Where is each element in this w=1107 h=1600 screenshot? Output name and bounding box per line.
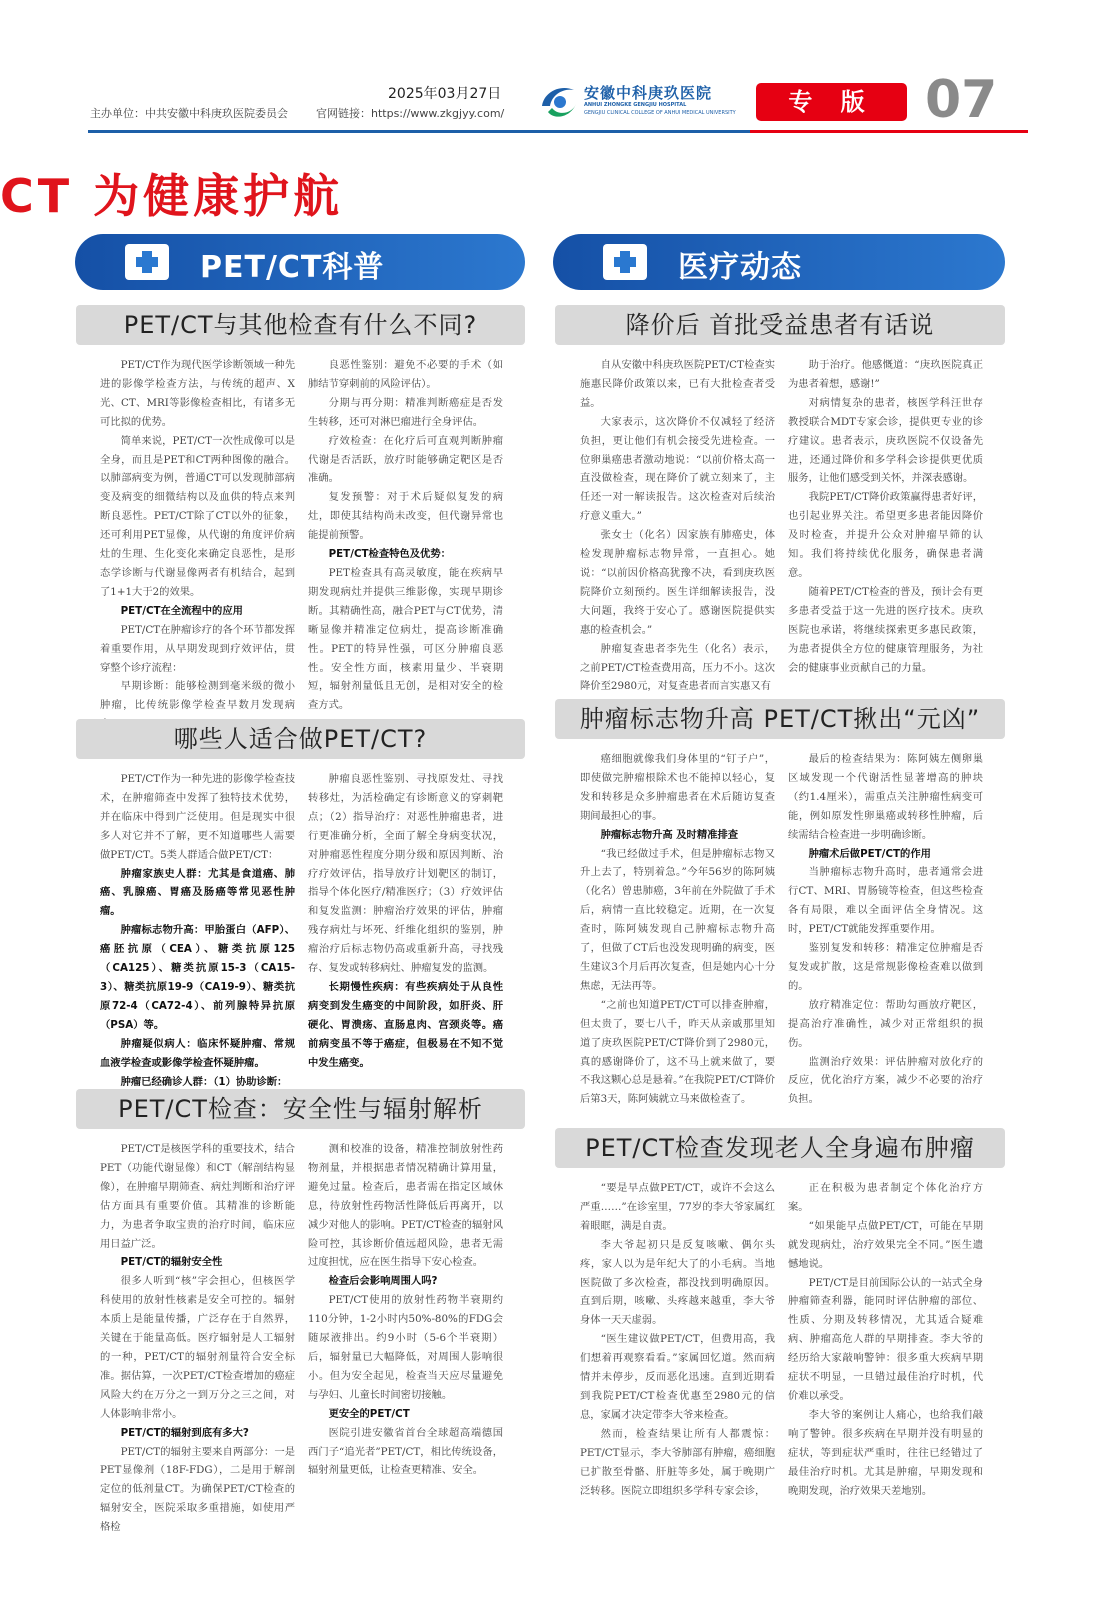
paragraph: 医院引进安徽省首台全球超高端德国西门子“追光者”PET/CT，相比传统设备，辐射剂量更低，让检查更精准、安全。: [308, 1426, 503, 1477]
paragraph: PET/CT作为现代医学诊断领域一种先进的影像学检查方法，与传统的超声、X光、CT、MRI等影像检查相比，有诸多无可比拟的优势。: [100, 359, 295, 428]
banner-science: [75, 234, 525, 290]
header-website[interactable]: 官网链接：https://www.zkgjyy.com/: [316, 107, 505, 120]
paragraph: 自从安徽中科庚玖医院PET/CT检查实施惠民降价政策以来，已有大批检查者受益。: [580, 359, 775, 409]
paragraph: 复发预警：对于术后疑似复发的病灶，即使其结构尚未改变，但代谢异常也能提前预警。: [308, 491, 503, 542]
header-date: 2025年03月27日: [388, 86, 502, 102]
header-rule-accent: [750, 130, 1028, 133]
paragraph: 当肿瘤标志物升高时，患者通常会进行CT、MRI、胃肠镜等检查，但这些检查各有局限，难以全面评估全身情况。这时，PET/CT就能发挥重要作用。: [788, 866, 983, 936]
subheading: 检查后会影响周围人吗?: [328, 1275, 438, 1288]
paragraph: 早期诊断：能够检测到毫米级的微小肿瘤，比传统影像学检查早数月发现病: [100, 680, 295, 712]
paragraph: 放疗精准定位：帮助勾画放疗靶区，提高治疗准确性，减少对正常组织的损伤。: [788, 998, 983, 1049]
subheading: 肿瘤家族史人群：尤其是食道癌、肺癌、乳腺癌、胃癌及肠癌等常见恶性肿瘤。: [100, 867, 295, 918]
paragraph: 癌细胞就像我们身体里的“钉子户”，即使做完肿瘤根除术也不能掉以轻心，复发和转移是众多肿瘤患者在术后随访复查期间最担心的事。: [580, 753, 775, 822]
paragraph: 大家表示，这次降价不仅减轻了经济负担，更让他们有机会接受先进检查。一位卵巢癌患者激动地说：“以前价格太高一直没做检查，现在降价了就立刻来了，主任还一对一解读报告。这次检查对后续治疗意义重大。”: [580, 415, 775, 523]
subheading: 长期慢性疾病：有些疾病处于从良性病变到发生癌变的中间阶段，如肝炎、肝硬化、胃溃疡、直肠息肉、宫颈炎等。癌前病变虽不等于癌症，但极易在不知不觉中发生癌变。: [308, 980, 503, 1069]
article3-col2: [308, 1140, 503, 1520]
subheading: PET/CT在全流程中的应用: [120, 604, 243, 617]
article2-col1: [100, 770, 295, 1088]
hospital-logo: [538, 80, 738, 124]
paragraph: PET检查具有高灵敏度，能在疾病早期发现病灶并提供三维影像，实现早期诊断。其精确性高，融合PET与CT优势，清晰显像并精准定位病灶，提高诊断准确性。PET的特异性强，可区分肿瘤良恶性。安全性方面，核素用量少、半衰期短，辐射剂量低且无创，是相对安全的检查方式。: [308, 566, 503, 712]
medical-cross-icon: [125, 244, 169, 280]
paragraph: 测和校准的设备，精准控制放射性药物剂量，并根据患者情况精确计算用量，避免过量。检查后，患者需在指定区域休息，待放射性药物活性降低后再离开，以减少对他人的影响。PET/CT检查的辐射风险可控，其诊断价值远超风险，患者无需过度担忧，应在医生指导下安心检查。: [308, 1143, 503, 1269]
paragraph: “要是早点做PET/CT，或许不会这么严重……”在诊室里，77岁的李大爷家属红着眼眶，满是自责。: [580, 1182, 775, 1232]
subheading: 更安全的PET/CT: [328, 1407, 410, 1420]
paragraph: 张女士（化名）因家族有肺癌史，体检发现肿瘤标志物异常，一直担心。她说：“以前因价格高犹豫不决，看到庚玖医院降价立刻预约。医生详细解读报告，没大问题，我终于安心了。感谢医院提供实惠的检查机会。”: [580, 529, 775, 636]
article4-title: 降价后 首批受益患者有话说: [555, 305, 1005, 345]
paragraph: 肿瘤复查患者李先生（化名）表示，之前PET/CT检查费用高，压力不小。这次降价至2980元，对复查患者而言实惠又有: [580, 642, 775, 693]
article2-col2: [308, 770, 503, 1080]
article1-title: PET/CT与其他检查有什么不同?: [76, 305, 525, 345]
banner-news-title: 医疗动态: [678, 250, 802, 285]
paragraph: PET/CT是目前国际公认的一站式全身肿瘤筛查利器，能同时评估肿瘤的部位、性质、分期及转移情况，尤其适合疑难病、肿瘤高危人群的早期排查。李大爷的经历给大家敲响警钟：很多重大疾病早期症状不明显，一旦错过最佳治疗时机，代价难以承受。: [788, 1276, 983, 1402]
paragraph: “之前也知道PET/CT可以排查肿瘤，但太贵了，要七八千，昨天从亲戚那里知道了庚玖医院PET/CT降价到了2980元，真的感谢降价了，这不马上就来做了，要不我这颗心总是悬着。”在我院PET/CT降价后第3天，陈阿姨就立马来做检查了。: [580, 998, 775, 1106]
article6-col2: [788, 1179, 983, 1519]
article6-title: PET/CT检查发现老人全身遍布肿瘤: [555, 1128, 1005, 1168]
subheading: 肿瘤疑似病人：临床怀疑肿瘤、常规血液学检查或影像学检查怀疑肿瘤。: [100, 1037, 295, 1069]
article5-col1: [580, 750, 775, 1120]
banner-science-title: PET/CT科普: [200, 250, 385, 285]
paragraph: 助于治疗。他感慨道：“庚玖医院真正为患者着想，感谢!”: [788, 359, 983, 390]
paragraph: 分期与再分期：精准判断癌症是否发生转移，还可对淋巴瘤进行全身评估。: [308, 396, 503, 428]
paragraph: 随着PET/CT检查的普及，预计会有更多患者受益于这一先进的医疗技术。庚玖医院也承诺，将继续探索更多惠民政策，为患者提供全方位的健康管理服务，为社会的健康事业贡献自己的力量。: [788, 585, 983, 674]
paragraph: 鉴别复发和转移：精准定位肿瘤是否复发或扩散，这是常规影像检查难以做到的。: [788, 942, 983, 992]
article1-col2: [308, 356, 503, 712]
article2-title: 哪些人适合做PET/CT?: [76, 719, 525, 759]
paragraph: “如果能早点做PET/CT，可能在早期就发现病灶，治疗效果完全不同。”医生遗憾地说。: [788, 1219, 983, 1270]
paragraph: 良恶性鉴别：避免不必要的手术（如肺结节穿刺前的风险评估）。: [308, 359, 503, 390]
paragraph: 监测治疗效果：评估肿瘤对放化疗的反应，优化治疗方案，减少不必要的治疗负担。: [788, 1055, 983, 1106]
paragraph: 最后的检查结果为：陈阿姨左侧卵巢区域发现一个代谢活性显著增高的肿块（约1.4厘米），需重点关注肿瘤性病变可能，例如原发性卵巢癌或转移性肿瘤，后续需结合检查进一步明确诊断。: [788, 753, 983, 841]
article3-title: PET/CT检查：安全性与辐射解析: [76, 1089, 525, 1129]
paragraph: 然而，检查结果让所有人都震惊：PET/CT显示，李大爷肺部有肿瘤，癌细胞已扩散至骨骼、肝脏等多处，属于晚期广泛转移。医院立即组织多学科专家会诊，: [580, 1427, 775, 1497]
article5-title: 肿瘤标志物升高 PET/CT揪出“元凶”: [555, 699, 1005, 739]
paragraph: PET/CT作为一种先进的影像学检查技术，在肿瘤筛查中发挥了独特技术优势，并在临床中得到广泛使用。但是现实中很多人对它并不了解，更不知道哪些人需要做PET/CT。5类人群适合做PET/CT：: [100, 773, 295, 861]
special-edition-badge: 专 版: [756, 83, 907, 121]
paragraph: 疗效检查：在化疗后可直观判断肿瘤代谢是否活跃，放疗时能够确定靶区是否准确。: [308, 434, 503, 485]
paragraph: PET/CT的辐射主要来自两部分：一是PET显像剂（18F-FDG），二是用于解剖定位的低剂量CT。为确保PET/CT检查的辐射安全，医院采取多重措施，如使用严格检: [100, 1445, 295, 1534]
paragraph: 我院PET/CT降价政策赢得患者好评，也引起业界关注。希望更多患者能因降价及时检查，并提升公众对肿瘤早筛的认知。我们将持续优化服务，确保患者满意。: [788, 491, 983, 579]
paragraph: PET/CT在肿瘤诊疗的各个环节都发挥着重要作用，从早期发现到疗效评估，贯穿整个诊疗流程：: [100, 623, 295, 674]
header-organizer: 主办单位：中共安徽中科庚玖医院委员会: [90, 107, 288, 120]
article4-col2: [788, 356, 983, 688]
page-headline: CT 为健康护航: [0, 169, 344, 223]
article1-col1: [100, 356, 295, 712]
paragraph: “我已经做过手术，但是肿瘤标志物又升上去了，特别着急。”今年56岁的陈阿姨（化名）曾患肺癌，3年前在外院做了手术后，病情一直比较稳定。近期，在一次复查时，陈阿姨发现自己肿瘤标志物升高了，但做了CT后也没发现明确的病变，医生建议3个月后再次复查，但是她内心十分焦虑，无法再等。: [580, 847, 775, 992]
subheading: PET/CT的辐射到底有多大?: [120, 1426, 249, 1439]
logo-name-cn: 安徽中科庚玖医院: [584, 84, 713, 102]
paragraph: 简单来说，PET/CT一次性成像可以是全身，而且是PET和CT两种图像的融合。以肺部病变为例，普通CT可以发现肺部病变及病变的细微结构以及血供的特点来判断良恶性。PET/CT除了CT以外的征象，还可利用PET显像，从代谢的角度评价病灶的生理、生化变化来确定良恶性，是形态学诊断与代谢显像两者有机结合，起到了1+1大于2的效果。: [100, 434, 295, 598]
paragraph: 李大爷起初只是反复咳嗽、偶尔头疼，家人以为是年纪大了的小毛病。当地医院做了多次检查，都没找到明确原因。直到后期，咳嗽、头疼越来越重，李大爷身体一天天虚弱。: [580, 1238, 775, 1327]
subheading: 肿瘤标志物升高：甲胎蛋白（AFP）、癌胚抗原（CEA）、糖类抗原125（CA125）、糖类抗原15-3（CA15-3）、糖类抗原19-9（CA19-9）、糖类抗原72-4（CA72-4）、前列腺特异抗原（PSA）等。: [100, 924, 295, 1031]
subheading: 肿瘤术后做PET/CT的作用: [808, 847, 931, 860]
subheading: PET/CT的辐射安全性: [120, 1256, 223, 1269]
subheading: 肿瘤已经确诊人群：（1）协助诊断：: [120, 1075, 288, 1088]
subheading: 肿瘤标志物升高 及时精准排查: [600, 828, 739, 841]
hospital-logo-icon: [538, 82, 580, 120]
article4-col1: [580, 356, 775, 693]
paragraph: “医生建议做PET/CT，但费用高，我们想着再观察看看。”家属回忆道。然而病情并未停步，反而恶化迅速。直到近期看到我院PET/CT检查优惠至2980元的信息，家属才决定带李大爷来检查。: [580, 1333, 775, 1421]
paragraph: 很多人听到“核”字会担心，但核医学科使用的放射性核素是安全可控的。辐射本质上是能量传播，广泛存在于自然界，关键在于能量高低。医疗辐射是人工辐射的一种，PET/CT的辐射剂量符合安全标准。据估算，一次PET/CT检查增加的癌症风险大约在万分之一到万分之三之间，对人体影响非常小。: [100, 1275, 295, 1420]
logo-college-en: GENGJIU CLINICAL COLLEGE OF ANHUI MEDICAL UNIVERSITY: [584, 110, 736, 116]
article3-col1: [100, 1140, 295, 1534]
paragraph: PET/CT使用的放射性药物半衰期约110分钟，1-2小时内50%-80%的FDG会随尿液排出。约9小时（5-6个半衰期）后，辐射量已大幅降低，对周围人影响很小。但为安全起见，检查当天应尽量避免与孕妇、儿童长时间密切接触。: [308, 1294, 503, 1401]
logo-name-en: ANHUI ZHONGKE GENGJIU HOSPITAL: [584, 102, 687, 108]
page-number: 07: [925, 70, 998, 130]
article5-col2: [788, 750, 983, 1120]
article6-col1: [580, 1179, 775, 1519]
paragraph: 肿瘤良恶性鉴别、寻找原发灶、寻找转移灶，为活检确定有诊断意义的穿刺靶点；（2）指导治疗：对恶性肿瘤患者，进行更准确分析，全面了解全身病变状况，对肿瘤恶性程度分期分级和原因判断、治疗疗效评估，指导放疗计划靶区的制订，指导个体化医疗/精准医疗；（3）疗效评估和复发监测：肿瘤治疗效果的评估，肿瘤残存病灶与坏死、纤维化组织的鉴别，肿瘤治疗后标志物仍高或重新升高，寻找残存、复发或转移病灶、肿瘤复发的监测。: [308, 773, 503, 975]
subheading: PET/CT检查特色及优势：: [328, 548, 451, 561]
banner-news: [553, 234, 1005, 290]
paragraph: 对病情复杂的患者，核医学科汪世存教授联合MDT专家会诊，提供更专业的诊疗建议。患者表示，庚玖医院不仅设备先进，还通过降价和多学科会诊提供更优质服务，让他们感受到关怀，并深表感谢。: [788, 396, 983, 485]
paragraph: 李大爷的案例让人痛心，也给我们敲响了警钟。很多疾病在早期并没有明显的症状，等到症状严重时，往往已经错过了最佳治疗时机。尤其是肿瘤，早期发现和晚期发现，治疗效果天差地别。: [788, 1408, 983, 1497]
paragraph: 正在积极为患者制定个体化治疗方案。: [788, 1182, 983, 1213]
medical-cross-icon: [603, 244, 647, 280]
paragraph: PET/CT是核医学科的重要技术，结合PET（功能代谢显像）和CT（解剖结构显像），在肿瘤早期筛查、病灶判断和治疗评估方面具有重要价值。其精准的诊断能力，为患者争取宝贵的治疗时间，临床应用日益广泛。: [100, 1143, 295, 1250]
